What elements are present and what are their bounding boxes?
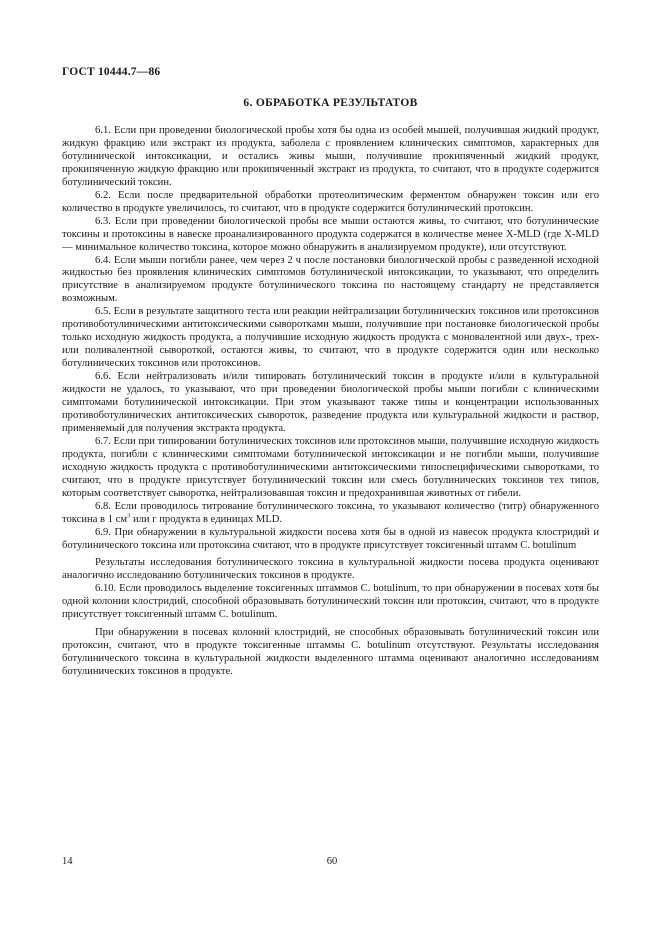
paragraph-6-4: 6.4. Если мыши погибли ранее, чем через 2 ч после постановки биологической пробы с разведенной исходной жидкостью без проявления клинических симптомов ботулинической интоксикации, то указывают, что определить присутствие в анализируемом продукте ботулинического токсина по настоящему стандарту не представляется возможным.	[62, 254, 599, 305]
page-number-center: 60	[326, 856, 338, 867]
paragraph-results-culture: Результаты исследования ботулинического токсина в культуральной жидкости посева продукта оценивают аналогично исследованию ботулинических токсинов в продукте.	[62, 557, 599, 582]
page-number-left: 14	[62, 856, 73, 867]
paragraph-non-toxigenic: При обнаружении в посевах колоний клостридий, не способных образовывать ботулинический токсин или протоксин, считают, что в продукте токсигенные штаммы C. botulinum отсутствуют. Результаты исследования ботулинического токсина в культуральной жидкости выделенного штамма оценивают аналогично исследованиям ботулинических токсинов в продукте.	[62, 627, 599, 678]
paragraph-6-3: 6.3. Если при проведении биологической пробы все мыши остаются живы, то считают, что ботулинические токсины и протоксины в навеске проанализированного продукта содержатся в количестве менее X-MLD (где X-MLD — минимальное количество токсина, которое можно обнаружить в анализируемом продукте), или отсутствуют.	[62, 215, 599, 253]
paragraph-6-7: 6.7. Если при типировании ботулинических токсинов или протоксинов мыши, получившие исходную жидкость продукта, погибли с клиническими симптомами ботулинической интоксикации и не погибли мыши, получившие исходную жидкость продукта с противоботулиническими антитоксическими типоспецифическими сыворотками, то считают, что в продукте присутствует ботулинический токсин или смесь ботулинических токсинов тех типов, которым соответствует сыворотка, нейтрализовавшая токсин и предохранившая животных от гибели.	[62, 435, 599, 499]
paragraph-6-2: 6.2. Если после предварительной обработки протеолитическим ферментом обнаружен токсин или его количество в продукте увеличилось, то считают, что в продукте содержится ботулинический протоксин.	[62, 189, 599, 214]
paragraph-6-8-text: 6.8. Если проводилось титрование ботулинического токсина, то указывают количество (титр) обнаруженного токсина в 1 см	[62, 500, 599, 525]
section-body	[62, 125, 599, 679]
document-code: ГОСТ 10444.7—86	[62, 66, 161, 78]
paragraph-6-8-tail: или г продукта в единицах MLD.	[130, 513, 283, 525]
paragraph-6-5: 6.5. Если в результате защитного теста или реакции нейтрализации ботулинических токсинов или протоксинов противоботулиническими антитоксическими сыворотками мыши, получившие при постановке биологической пробы только исходную жидкость продукта, а получившие исходную жидкость продукта с моновалентной или двух-, трех- или поливалентной сывороткой, остаются живы, то считают, что в продукте содержится один или несколько ботулинических токсинов или протоксинов.	[62, 306, 599, 370]
paragraph-6-10: 6.10. Если проводилось выделение токсигенных штаммов C. botulinum, то при обнаружении в посевах хотя бы одной колонии клостридий, способной образовывать ботулинический токсин или протоксин, считают, что в продукте присутствует токсигенный штамм C. botulinum.	[62, 583, 599, 621]
paragraph-6-1: 6.1. Если при проведении биологической пробы хотя бы одна из особей мышей, получившая жидкий продукт, жидкую фракцию или экстракт из продукта, заболела с проявлением клинических симптомов, характерных для ботулинической интоксикации, и остались живы мыши, получившие прокипяченный жидкий продукт, прокипяченную жидкую фракцию или прокипяченный экстракт из продукта, то считают, что в продукте содержится ботулинический токсин.	[62, 125, 599, 188]
paragraph-6-6: 6.6. Если нейтрализовать и/или типировать ботулинический токсин в продукте и/или в культуральной жидкости не удалось, то указывают, что при проведении биологической пробы мыши погибли с клиническими симптомами ботулинической интоксикации. При этом указывают также типы и концентрации использованных противоботулинических антитоксических сывороток, разведение продукта или культуральной жидкости и раствор, применяемый для получения экстракта продукта.	[62, 371, 599, 434]
paragraph-6-8	[62, 501, 599, 527]
paragraph-6-9: 6.9. При обнаружении в культуральной жидкости посева хотя бы в одной из навесок продукта клостридий и ботулинического токсина или протоксина считают, что в продукте присутствует токсигенный штамм C. botulinum	[62, 526, 599, 551]
cubic-superscript: 3	[127, 512, 131, 520]
section-title: 6. ОБРАБОТКА РЕЗУЛЬТАТОВ	[243, 97, 418, 109]
